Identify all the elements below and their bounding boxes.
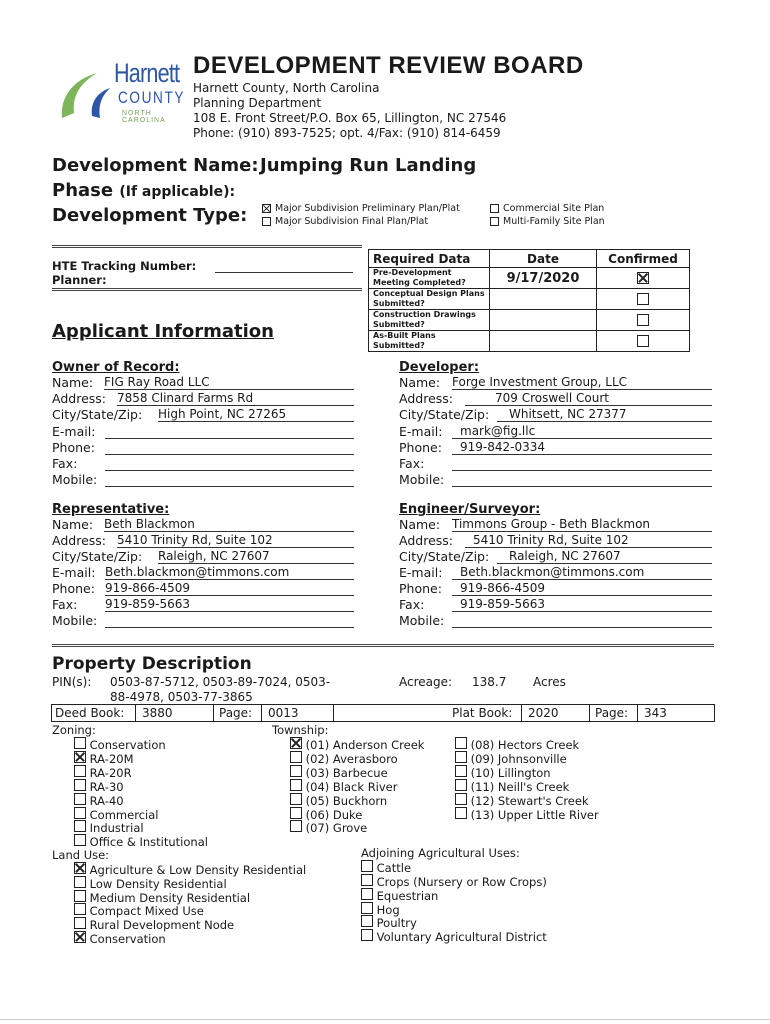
leaf-swoosh-icon (52, 58, 122, 128)
agricultural-option[interactable]: Hog (361, 902, 400, 917)
township-checkbox[interactable] (290, 751, 302, 763)
township-option[interactable]: (04) Black River (290, 779, 397, 794)
developer-phone-field[interactable]: 919-842-0334 (452, 440, 712, 455)
agricultural-checkbox[interactable] (361, 860, 373, 872)
logo-tagline: NORTH CAROLINA (122, 110, 166, 124)
zoning-option[interactable]: RA-30 (74, 779, 124, 794)
owner-name-label: Name: (52, 375, 94, 390)
confirmed-checkbox[interactable] (637, 272, 649, 284)
rep-fax-field[interactable]: 919-859-5663 (105, 597, 354, 612)
type-checkbox[interactable] (490, 204, 499, 213)
property-heading: Property Description (52, 654, 252, 674)
confirmed-header: Confirmed (597, 250, 690, 268)
plat-page-value[interactable]: 343 (644, 706, 667, 720)
type-option[interactable]: Multi-Family Site Plan (490, 215, 605, 229)
owner-email-label: E-mail: (52, 424, 96, 439)
land-use-checkbox[interactable] (74, 862, 86, 874)
plat-book-value[interactable]: 2020 (528, 706, 559, 720)
township-checkbox[interactable] (455, 765, 467, 777)
owner-phone-label: Phone: (52, 440, 95, 455)
page-edge (0, 1019, 770, 1020)
required-item-date[interactable] (490, 289, 597, 310)
development-name-label: Development Name: (52, 155, 259, 176)
rep-email-field[interactable]: Beth.blackmon@timmons.com (105, 565, 354, 580)
eng-mobile-field[interactable] (452, 613, 712, 628)
zoning-checkbox[interactable] (74, 779, 86, 791)
township-option[interactable]: (05) Buckhorn (290, 793, 387, 808)
developer-mobile-label: Mobile: (399, 472, 445, 487)
land-use-option[interactable]: Rural Development Node (74, 917, 234, 932)
deed-page-label: Page: (219, 706, 253, 720)
land-use-label: Land Use: (52, 848, 110, 862)
pin-label: PIN(s): (52, 675, 92, 689)
developer-email-field[interactable]: mark@fig.llc (452, 424, 712, 439)
agricultural-option[interactable]: Cattle (361, 860, 411, 875)
applicant-heading: Applicant Information (52, 321, 274, 342)
required-item-label: Pre-Development Meeting Completed? (369, 268, 490, 289)
table-header-row (369, 250, 690, 268)
land-use-checkbox[interactable] (74, 890, 86, 902)
eng-address-label: Address: (399, 533, 453, 548)
eng-city-field[interactable]: Raleigh, NC 27607 (497, 549, 712, 564)
eng-email-field[interactable]: Beth.blackmon@timmons.com (452, 565, 712, 580)
plat-page-label: Page: (595, 706, 629, 720)
zoning-checkbox[interactable] (74, 751, 86, 763)
rep-address-label: Address: (52, 533, 106, 548)
zoning-option[interactable]: Office & Institutional (74, 834, 208, 849)
rep-phone-field[interactable]: 919-866-4509 (105, 581, 354, 596)
township-option[interactable]: (12) Stewart's Creek (455, 793, 589, 808)
developer-fax-field[interactable] (452, 456, 712, 471)
rep-city-label: City/State/Zip: (52, 549, 143, 564)
eng-name-label: Name: (399, 517, 441, 532)
deed-book-label: Deed Book: (55, 706, 125, 720)
zoning-option[interactable]: RA-20R (74, 765, 132, 780)
owner-heading: Owner of Record: (52, 360, 180, 375)
table-row (369, 331, 690, 352)
zoning-checkbox[interactable] (74, 765, 86, 777)
developer-heading: Developer: (399, 360, 480, 375)
divider (52, 245, 362, 248)
engineer-heading: Engineer/Surveyor: (399, 502, 541, 517)
rep-address-field[interactable]: 5410 Trinity Rd, Suite 102 (117, 533, 354, 548)
rep-city-field[interactable]: Raleigh, NC 27607 (158, 549, 354, 564)
township-checkbox[interactable] (455, 737, 467, 749)
owner-name-field[interactable]: FIG Ray Road LLC (104, 375, 354, 390)
township-checkbox[interactable] (455, 751, 467, 763)
eng-phone-label: Phone: (399, 581, 442, 596)
divider (52, 644, 714, 647)
eng-mobile-label: Mobile: (399, 613, 445, 628)
owner-mobile-label: Mobile: (52, 472, 98, 487)
divider (52, 288, 362, 291)
zoning-option[interactable]: Commercial (74, 807, 158, 822)
agricultural-checkbox[interactable] (361, 888, 373, 900)
developer-name-field[interactable]: Forge Investment Group, LLC (452, 375, 712, 390)
type-option[interactable]: Major Subdivision Preliminary Plan/Plat (262, 202, 460, 216)
township-checkbox[interactable] (290, 793, 302, 805)
type-option[interactable]: Commercial Site Plan (490, 202, 604, 216)
owner-email-field[interactable] (105, 424, 354, 439)
township-option[interactable]: (09) Johnsonville (455, 751, 567, 766)
township-option[interactable]: (11) Neill's Creek (455, 779, 569, 794)
developer-email-label: E-mail: (399, 424, 443, 439)
required-item-label: As-Built Plans Submitted? (369, 331, 490, 352)
owner-fax-label: Fax: (52, 456, 78, 471)
zoning-option[interactable]: RA-20M (74, 751, 134, 766)
developer-city-field[interactable]: Whitsett, NC 27377 (497, 407, 712, 422)
zoning-checkbox[interactable] (74, 807, 86, 819)
hte-tracking-field[interactable] (215, 258, 353, 273)
phase-sub-label: (If applicable): (119, 184, 236, 200)
table-row (369, 310, 690, 331)
eng-phone-field[interactable]: 919-866-4509 (452, 581, 712, 596)
land-use-checkbox[interactable] (74, 917, 86, 929)
developer-name-label: Name: (399, 375, 441, 390)
rep-fax-label: Fax: (52, 597, 78, 612)
township-option[interactable]: (08) Hectors Creek (455, 737, 579, 752)
rep-name-field[interactable]: Beth Blackmon (104, 517, 354, 532)
eng-email-label: E-mail: (399, 565, 443, 580)
deed-plat-row (51, 704, 715, 722)
township-checkbox[interactable] (290, 765, 302, 777)
township-label: Township: (272, 723, 329, 737)
land-use-option[interactable]: Conservation (74, 931, 166, 946)
required-data-table (368, 249, 690, 352)
agricultural-checkbox[interactable] (361, 902, 373, 914)
zoning-label: Zoning: (52, 723, 96, 737)
harnett-county-logo (52, 58, 186, 128)
table-row (369, 289, 690, 310)
zoning-option[interactable]: Industrial (74, 820, 144, 835)
owner-city-label: City/State/Zip: (52, 407, 143, 422)
developer-city-label: City/State/Zip: (399, 407, 490, 422)
township-option[interactable]: (01) Anderson Creek (290, 737, 424, 752)
agricultural-option[interactable]: Equestrian (361, 888, 438, 903)
agricultural-label: Adjoining Agricultural Uses: (361, 846, 520, 860)
confirmed-checkbox[interactable] (637, 293, 649, 305)
deed-book-value[interactable]: 3880 (142, 706, 173, 720)
township-checkbox[interactable] (455, 807, 467, 819)
agricultural-option[interactable]: Poultry (361, 915, 417, 930)
required-item-date[interactable] (490, 310, 597, 331)
header-line-3: 108 E. Front Street/P.O. Box 65, Lillington, NC 27546 (193, 111, 507, 125)
land-use-option[interactable]: Agriculture & Low Density Residential (74, 862, 306, 877)
zoning-checkbox[interactable] (74, 737, 86, 749)
rep-name-label: Name: (52, 517, 94, 532)
agricultural-option[interactable]: Crops (Nursery or Row Crops) (361, 874, 547, 889)
eng-city-label: City/State/Zip: (399, 549, 490, 564)
township-checkbox[interactable] (290, 779, 302, 791)
page-title: DEVELOPMENT REVIEW BOARD (193, 52, 584, 79)
acreage-label: Acreage: (399, 675, 453, 689)
owner-phone-field[interactable] (105, 440, 354, 455)
required-data-header: Required Data (369, 250, 490, 268)
table-row (369, 268, 690, 289)
acreage-unit: Acres (533, 675, 566, 689)
township-checkbox[interactable] (290, 820, 302, 832)
township-checkbox[interactable] (455, 779, 467, 791)
zoning-checkbox[interactable] (74, 793, 86, 805)
owner-city-field[interactable]: High Point, NC 27265 (158, 407, 354, 422)
agricultural-option[interactable]: Voluntary Agricultural District (361, 929, 547, 944)
logo-name: Harnett (114, 58, 180, 88)
acreage-value[interactable]: 138.7 (472, 675, 507, 689)
township-option[interactable]: (13) Upper Little River (455, 807, 599, 822)
developer-address-label: Address: (399, 391, 453, 406)
zoning-checkbox[interactable] (74, 820, 86, 832)
agricultural-checkbox[interactable] (361, 915, 373, 927)
confirmed-checkbox[interactable] (637, 314, 649, 326)
developer-address-field[interactable]: 709 Croswell Court (465, 391, 712, 406)
developer-fax-label: Fax: (399, 456, 425, 471)
hte-tracking-label: HTE Tracking Number: (52, 259, 197, 273)
plat-book-label: Plat Book: (452, 706, 513, 720)
land-use-checkbox[interactable] (74, 876, 86, 888)
type-checkbox[interactable] (262, 204, 271, 213)
required-item-date[interactable]: 9/17/2020 (490, 268, 597, 289)
township-checkbox[interactable] (455, 793, 467, 805)
zoning-option[interactable]: RA-40 (74, 793, 124, 808)
phase-label: Phase (52, 180, 114, 201)
required-item-label: Construction Drawings Submitted? (369, 310, 490, 331)
deed-page-value[interactable]: 0013 (268, 706, 299, 720)
owner-mobile-field[interactable] (105, 472, 354, 487)
township-checkbox[interactable] (290, 737, 302, 749)
land-use-checkbox[interactable] (74, 931, 86, 943)
pin-line-2[interactable]: 88-4978, 0503-77-3865 (110, 690, 253, 704)
pin-line-1[interactable]: 0503-87-5712, 0503-89-7024, 0503- (110, 675, 331, 689)
township-option[interactable]: (07) Grove (290, 820, 367, 835)
owner-fax-field[interactable] (105, 456, 354, 471)
owner-address-field[interactable]: 7858 Clinard Farms Rd (117, 391, 354, 406)
agricultural-checkbox[interactable] (361, 874, 373, 886)
agricultural-checkbox[interactable] (361, 929, 373, 941)
land-use-option[interactable]: Compact Mixed Use (74, 903, 204, 918)
developer-mobile-field[interactable] (452, 472, 712, 487)
logo-county: COUNTY (118, 88, 186, 107)
rep-mobile-label: Mobile: (52, 613, 98, 628)
zoning-option[interactable]: Conservation (74, 737, 166, 752)
planner-label: Planner: (52, 273, 107, 287)
township-option[interactable]: (02) Averasboro (290, 751, 398, 766)
representative-heading: Representative: (52, 502, 170, 517)
header-line-4: Phone: (910) 893-7525; opt. 4/Fax: (910) 814-6459 (193, 126, 501, 140)
header-line-1: Harnett County, North Carolina (193, 81, 380, 95)
township-option[interactable]: (03) Barbecue (290, 765, 388, 780)
zoning-checkbox[interactable] (74, 834, 86, 846)
land-use-checkbox[interactable] (74, 903, 86, 915)
land-use-option[interactable]: Low Density Residential (74, 876, 227, 891)
eng-fax-field[interactable]: 919-859-5663 (452, 597, 712, 612)
confirmed-checkbox[interactable] (637, 335, 649, 347)
rep-phone-label: Phone: (52, 581, 95, 596)
eng-name-field[interactable]: Timmons Group - Beth Blackmon (452, 517, 712, 532)
township-checkbox[interactable] (290, 807, 302, 819)
eng-address-field[interactable]: 5410 Trinity Rd, Suite 102 (465, 533, 712, 548)
owner-address-label: Address: (52, 391, 106, 406)
development-type-label: Development Type: (52, 205, 248, 226)
developer-phone-label: Phone: (399, 440, 442, 455)
type-option[interactable]: Major Subdivision Final Plan/Plat (262, 215, 428, 229)
header-line-2: Planning Department (193, 96, 322, 110)
rep-email-label: E-mail: (52, 565, 96, 580)
date-header: Date (490, 250, 597, 268)
required-item-label: Conceptual Design Plans Submitted? (369, 289, 490, 310)
township-option[interactable]: (10) Lillington (455, 765, 551, 780)
type-checkbox[interactable] (262, 217, 271, 226)
required-item-date[interactable] (490, 331, 597, 352)
rep-mobile-field[interactable] (105, 613, 354, 628)
type-checkbox[interactable] (490, 217, 499, 226)
development-name-value: Jumping Run Landing (260, 155, 477, 176)
land-use-option[interactable]: Medium Density Residential (74, 890, 250, 905)
eng-fax-label: Fax: (399, 597, 425, 612)
township-option[interactable]: (06) Duke (290, 807, 362, 822)
